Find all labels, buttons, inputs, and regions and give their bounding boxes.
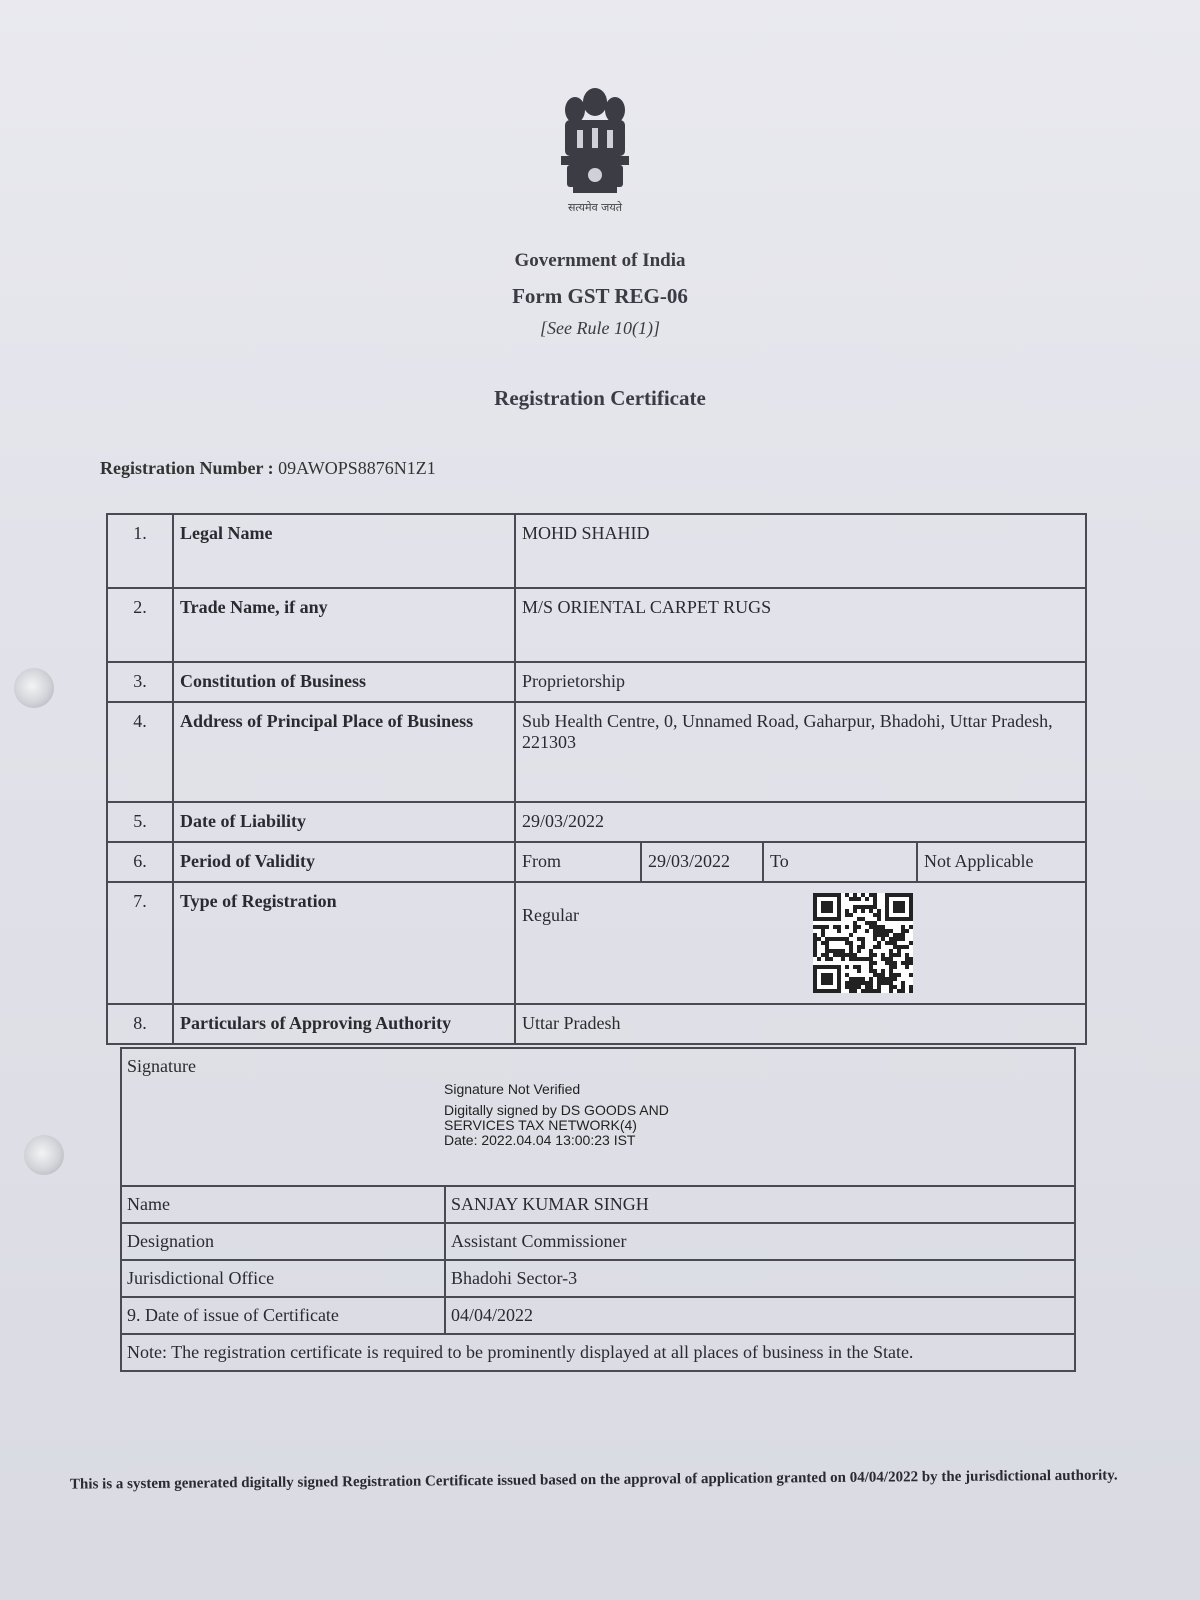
table-row — [121, 1297, 1075, 1334]
issue-date-value: 04/04/2022 — [445, 1297, 1075, 1334]
validity-label: Period of Validity — [173, 842, 515, 882]
officer-name-value: SANJAY KUMAR SINGH — [445, 1186, 1075, 1223]
row-number: 5. — [107, 802, 173, 842]
table-row — [107, 588, 1086, 662]
signature-line-1: Digitally signed by DS GOODS AND — [444, 1102, 669, 1118]
punch-hole-top — [14, 668, 54, 708]
validity-from-label: From — [515, 842, 641, 882]
signature-line-3: Date: 2022.04.04 13:00:23 IST — [444, 1132, 636, 1148]
signature-table — [120, 1047, 1076, 1372]
signature-status: Signature Not Verified — [444, 1081, 581, 1097]
registration-details-table — [106, 513, 1087, 1045]
registration-type-label: Type of Registration — [173, 882, 515, 1004]
registration-number-label: Registration Number : — [100, 458, 274, 478]
emblem-motto: सत्यमेव जयते — [567, 201, 622, 214]
authority-value: Uttar Pradesh — [515, 1004, 1086, 1044]
validity-from-value: 29/03/2022 — [641, 842, 763, 882]
table-row — [107, 842, 1086, 882]
registration-type-cell — [515, 882, 1086, 1004]
punch-hole-bottom — [24, 1135, 64, 1175]
table-row — [107, 702, 1086, 802]
row-number: 3. — [107, 662, 173, 702]
rule-reference: [See Rule 10(1)] — [540, 318, 660, 338]
qr-code-icon — [813, 893, 913, 993]
trade-name-label: Trade Name, if any — [173, 588, 515, 662]
row-number: 8. — [107, 1004, 173, 1044]
table-row — [121, 1186, 1075, 1223]
table-row — [107, 514, 1086, 588]
row-number: 2. — [107, 588, 173, 662]
registration-number-value: 09AWOPS8876N1Z1 — [278, 458, 436, 478]
address-value: Sub Health Centre, 0, Unnamed Road, Gaharpur, Bhadohi, Uttar Pradesh, 221303 — [515, 702, 1086, 802]
digital-signature-block — [444, 1082, 669, 1148]
table-row — [107, 662, 1086, 702]
liability-label: Date of Liability — [173, 802, 515, 842]
signature-label: Signature — [127, 1056, 196, 1076]
row-number: 6. — [107, 842, 173, 882]
table-row — [121, 1334, 1075, 1371]
national-emblem-icon — [553, 80, 637, 200]
signature-line-2: SERVICES TAX NETWORK(4) — [444, 1117, 637, 1133]
table-row — [121, 1048, 1075, 1186]
row-number: 4. — [107, 702, 173, 802]
jurisdictional-office-value: Bhadohi Sector-3 — [445, 1260, 1075, 1297]
table-row — [107, 882, 1086, 1004]
address-label: Address of Principal Place of Business — [173, 702, 515, 802]
authority-label: Particulars of Approving Authority — [173, 1004, 515, 1044]
form-heading: Form GST REG-06 — [512, 284, 688, 308]
designation-value: Assistant Commissioner — [445, 1223, 1075, 1260]
table-row — [121, 1260, 1075, 1297]
designation-label: Designation — [121, 1223, 445, 1260]
validity-to-label: To — [763, 842, 917, 882]
constitution-value: Proprietorship — [515, 662, 1086, 702]
liability-value: 29/03/2022 — [515, 802, 1086, 842]
validity-to-value: Not Applicable — [917, 842, 1086, 882]
legal-name-value: MOHD SHAHID — [515, 514, 1086, 588]
legal-name-label: Legal Name — [173, 514, 515, 588]
constitution-label: Constitution of Business — [173, 662, 515, 702]
display-note: Note: The registration certificate is required to be prominently displayed at all places of business in the State. — [121, 1334, 1075, 1371]
issue-date-label: 9. Date of issue of Certificate — [121, 1297, 445, 1334]
certificate-title: Registration Certificate — [494, 386, 706, 410]
table-row — [107, 802, 1086, 842]
jurisdictional-office-label: Jurisdictional Office — [121, 1260, 445, 1297]
table-row — [121, 1223, 1075, 1260]
footer-statement: This is a system generated digitally signed Registration Certificate issued based on the approval of application granted on 04/04/2022 by the jurisdictional authority. — [69, 1467, 1118, 1493]
government-heading: Government of India — [514, 250, 686, 271]
row-number: 7. — [107, 882, 173, 1004]
signature-cell — [121, 1048, 1075, 1186]
officer-name-label: Name — [121, 1186, 445, 1223]
trade-name-value: M/S ORIENTAL CARPET RUGS — [515, 588, 1086, 662]
table-row — [107, 1004, 1086, 1044]
registration-type-value: Regular — [522, 905, 579, 925]
registration-number — [100, 458, 436, 479]
row-number: 1. — [107, 514, 173, 588]
